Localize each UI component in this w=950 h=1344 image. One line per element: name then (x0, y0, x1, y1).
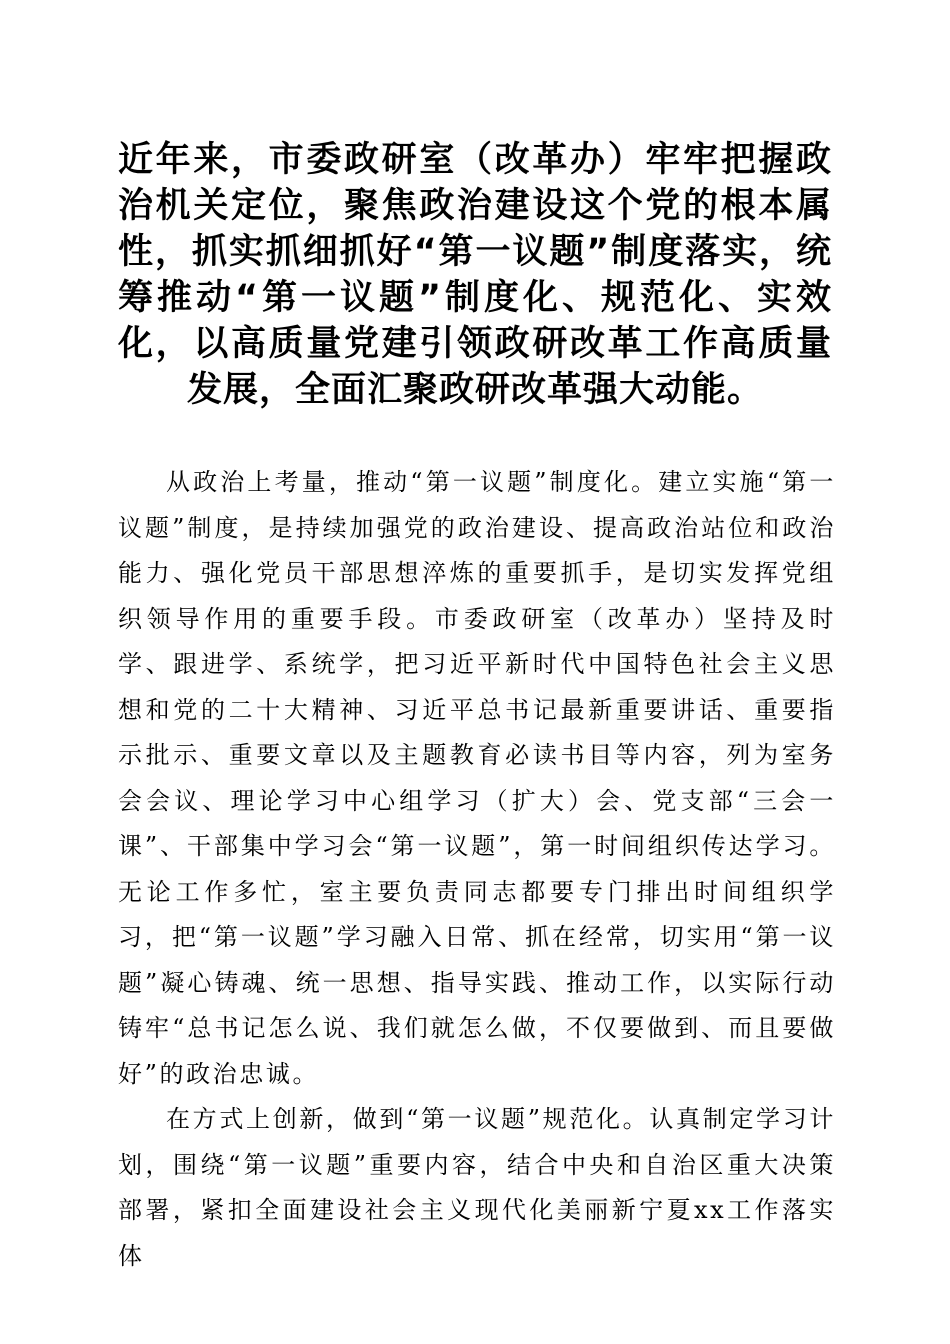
paragraph: 在方式上创新，做到“第一议题”规范化。认真制定学习计划，围绕“第一议题”重要内容，结合中央和自治区重大决策部署，紧扣全面建设社会主义现代化美丽新宁夏xx工作落实体 (118, 1105, 836, 1270)
document-body (118, 460, 836, 1279)
paragraph: 从政治上考量，推动“第一议题”制度化。建立实施“第一议题”制度，是持续加强党的政治建设、提高政治站位和政治能力、强化党员干部思想淬炼的重要抓手，是切实发挥党组织领导作用的重要手段。市委政研室（改革办）坚持及时学、跟进学、系统学，把习近平新时代中国特色社会主义思想和党的二十大精神、习近平总书记最新重要讲话、重要指示批示、重要文章以及主题教育必读书目等内容，列为室务会会议、理论学习中心组学习（扩大）会、党支部“三会一课”、干部集中学习会“第一议题”，第一时间组织传达学习。无论工作多忙，室主要负责同志都要专门排出时间组织学习，把“第一议题”学习融入日常、抓在经常，切实用“第一议题”凝心铸魂、统一思想、指导实践、推动工作，以实际行动铸牢“总书记怎么说、我们就怎么做，不仅要做到、而且要做好”的政治忠诚。 (118, 468, 836, 1088)
document-title: 近年来，市委政研室（改革办）牢牢把握政治机关定位，聚焦政治建设这个党的根本属性，抓实抓细抓好“第一议题”制度落实，统筹推动“第一议题”制度化、规范化、实效化，以高质量党建引领政研改革工作高质量发展，全面汇聚政研改革强大动能。 (118, 140, 832, 410)
